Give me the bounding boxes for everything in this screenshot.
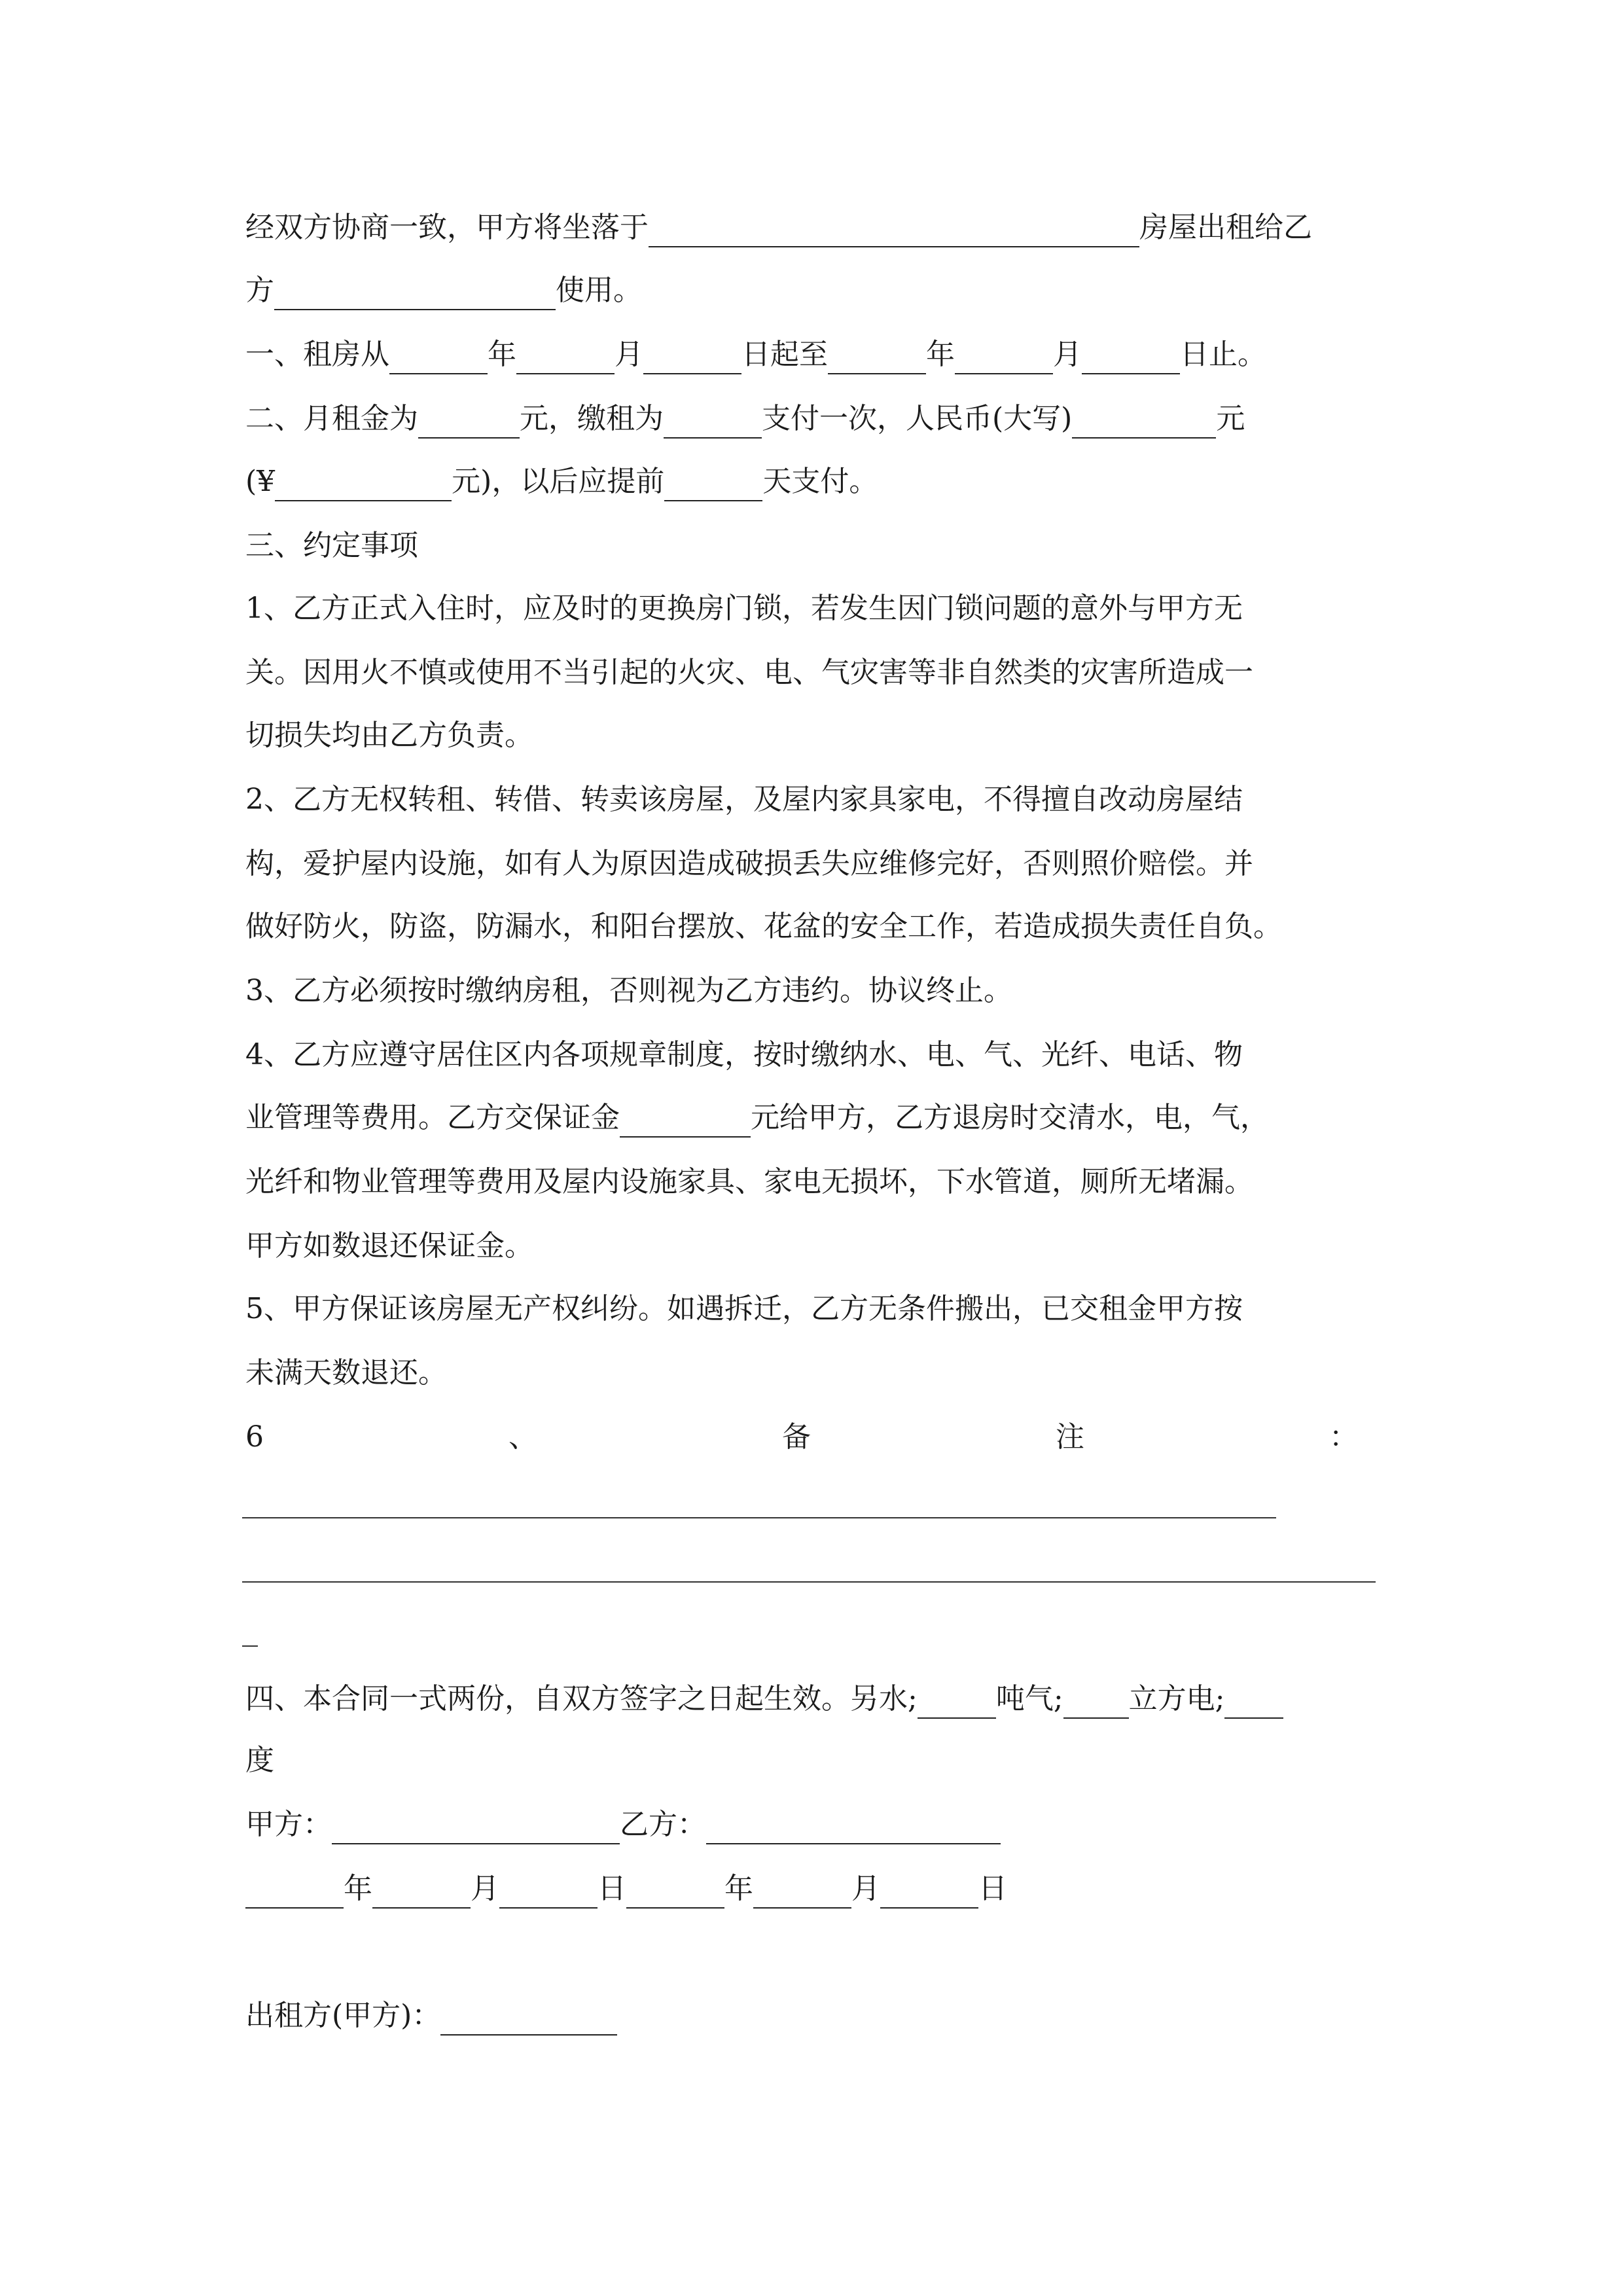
gas-blank[interactable] <box>1063 1685 1129 1719</box>
rent-text: 天支付。 <box>762 465 878 498</box>
preamble-text-2: 房屋出租给乙 <box>1139 211 1312 244</box>
preamble-text: 经双方协商一致，甲方将坐落于 <box>245 211 649 244</box>
clause-4-line-4: 甲方如数退还保证金。 <box>245 1229 533 1263</box>
clause-4-line-3: 光纤和物业管理等费用及屋内设施家具、家电无损坏，下水管道，厕所无堵漏。 <box>245 1165 1253 1198</box>
end-month-blank[interactable] <box>955 340 1053 374</box>
month-label: 月 <box>851 1872 880 1905</box>
clause-5-line-2: 未满天数退还。 <box>245 1356 447 1390</box>
end-year-blank[interactable] <box>828 340 926 374</box>
clause-4-line-2 <box>245 1098 1269 1138</box>
clause-text: 业管理等费用。乙方交保证金 <box>245 1101 620 1134</box>
remark-line-1[interactable] <box>242 1517 1276 1518</box>
clause-2-line-3: 做好防火，防盗，防漏水，和阳台摆放、花盆的安全工作，若造成损失责任自负。 <box>245 910 1282 943</box>
clause-2-line-1: 2、乙方无权转租、转借、转卖该房屋，及屋内家具家电，不得擅自改动房屋结 <box>245 783 1243 816</box>
clause-5-line-1: 5、甲方保证该房屋无产权纠纷。如遇拆迁，乙方无条件搬出，已交租金甲方按 <box>245 1292 1243 1325</box>
rent-line-1 <box>245 399 1245 439</box>
clause-2-line-2: 构，爱护屋内设施，如有人为原因造成破损丢失应维修完好，否则照价赔偿。并 <box>245 847 1253 880</box>
rent-text: 元)，以后应提前 <box>452 465 665 498</box>
year-label: 年 <box>344 1872 372 1905</box>
rent-text: (¥ <box>245 465 276 498</box>
section-3-title: 三、约定事项 <box>245 529 418 562</box>
start-year-blank[interactable] <box>389 340 488 374</box>
signature-line <box>245 1805 1001 1844</box>
section-4-text: 吨气; <box>995 1682 1063 1715</box>
party-a-year-blank[interactable] <box>245 1874 344 1909</box>
usage-blank[interactable] <box>274 276 556 310</box>
lessor-label: 出租方(甲方)： <box>245 1999 441 2032</box>
year-label: 年 <box>488 338 516 371</box>
water-blank[interactable] <box>918 1685 996 1719</box>
remark-line-3[interactable] <box>242 1645 258 1647</box>
day-label: 日 <box>597 1872 626 1905</box>
preamble-text-4: 使用。 <box>556 274 642 307</box>
signature-date-line <box>245 1869 1007 1909</box>
party-a-day-blank[interactable] <box>499 1874 597 1909</box>
remark-line-2[interactable] <box>242 1581 1376 1583</box>
party-b-signature-blank[interactable] <box>706 1810 1001 1844</box>
rent-line-2 <box>245 462 878 501</box>
until-day-label: 日止。 <box>1180 338 1266 371</box>
end-day-blank[interactable] <box>1082 340 1180 374</box>
clause-text: 元给甲方，乙方退房时交清水，电，气， <box>751 1101 1269 1134</box>
year-label: 年 <box>926 338 955 371</box>
party-a-signature-blank[interactable] <box>332 1810 620 1844</box>
remark-char: 6 <box>245 1420 264 1454</box>
rent-text: 元 <box>1216 402 1245 435</box>
clause-1-line-1: 1、乙方正式入住时，应及时的更换房门锁，若发生因门锁问题的意外与甲方无 <box>245 592 1243 625</box>
month-label: 月 <box>615 338 643 371</box>
section-4-text: 立方电; <box>1128 1682 1225 1715</box>
month-label: 月 <box>1053 338 1082 371</box>
deposit-blank[interactable] <box>620 1103 751 1138</box>
section-4-line-2: 度 <box>245 1744 274 1777</box>
remark-row <box>245 1418 1358 1457</box>
party-b-month-blank[interactable] <box>753 1874 851 1909</box>
section-4-text: 四、本合同一式两份，自双方签字之日起生效。另水; <box>245 1682 918 1715</box>
start-day-blank[interactable] <box>643 340 741 374</box>
term-label: 一、租房从 <box>245 338 389 371</box>
party-b-day-blank[interactable] <box>880 1874 978 1909</box>
remark-char: 备 <box>782 1420 811 1454</box>
rent-text: 元，缴租为 <box>520 402 664 435</box>
clause-3-line-1: 3、乙方必须按时缴纳房租，否则视为乙方违约。协议终止。 <box>245 974 1012 1007</box>
preamble-line-1 <box>245 208 1312 247</box>
clause-1-line-3: 切损失均由乙方负责。 <box>245 719 533 752</box>
remark-char: ： <box>1329 1420 1358 1454</box>
payment-period-blank[interactable] <box>664 404 762 439</box>
party-a-label: 甲方： <box>245 1808 332 1841</box>
party-b-year-blank[interactable] <box>626 1874 724 1909</box>
rent-label: 二、月租金为 <box>245 402 418 435</box>
rmb-number-blank[interactable] <box>275 467 452 501</box>
clause-1-line-2: 关。因用火不慎或使用不当引起的火灾、电、气灾害等非自然类的灾害所造成一 <box>245 656 1253 689</box>
rmb-uppercase-blank[interactable] <box>1072 404 1216 439</box>
rent-text: 支付一次，人民币(大写) <box>762 402 1073 435</box>
preamble-text-3: 方 <box>245 274 274 307</box>
from-day-label: 日起至 <box>741 338 828 371</box>
lessor-signature-blank[interactable] <box>440 2001 617 2036</box>
party-b-label: 乙方： <box>620 1808 706 1841</box>
property-address-blank[interactable] <box>649 213 1139 247</box>
remark-char: 注 <box>1056 1420 1084 1454</box>
start-month-blank[interactable] <box>516 340 615 374</box>
section-4-line-1 <box>245 1679 1283 1719</box>
advance-days-blank[interactable] <box>664 467 762 501</box>
party-a-month-blank[interactable] <box>372 1874 471 1909</box>
monthly-rent-blank[interactable] <box>418 404 520 439</box>
year-label: 年 <box>724 1872 753 1905</box>
preamble-line-2 <box>245 271 642 310</box>
term-line <box>245 335 1266 374</box>
clause-4-line-1: 4、乙方应遵守居住区内各项规章制度，按时缴纳水、电、气、光纤、电话、物 <box>245 1038 1243 1071</box>
month-label: 月 <box>471 1872 499 1905</box>
day-label: 日 <box>978 1872 1007 1905</box>
electricity-blank[interactable] <box>1224 1685 1283 1719</box>
lessor-line <box>245 1996 617 2036</box>
remark-char: 、 <box>508 1420 537 1454</box>
